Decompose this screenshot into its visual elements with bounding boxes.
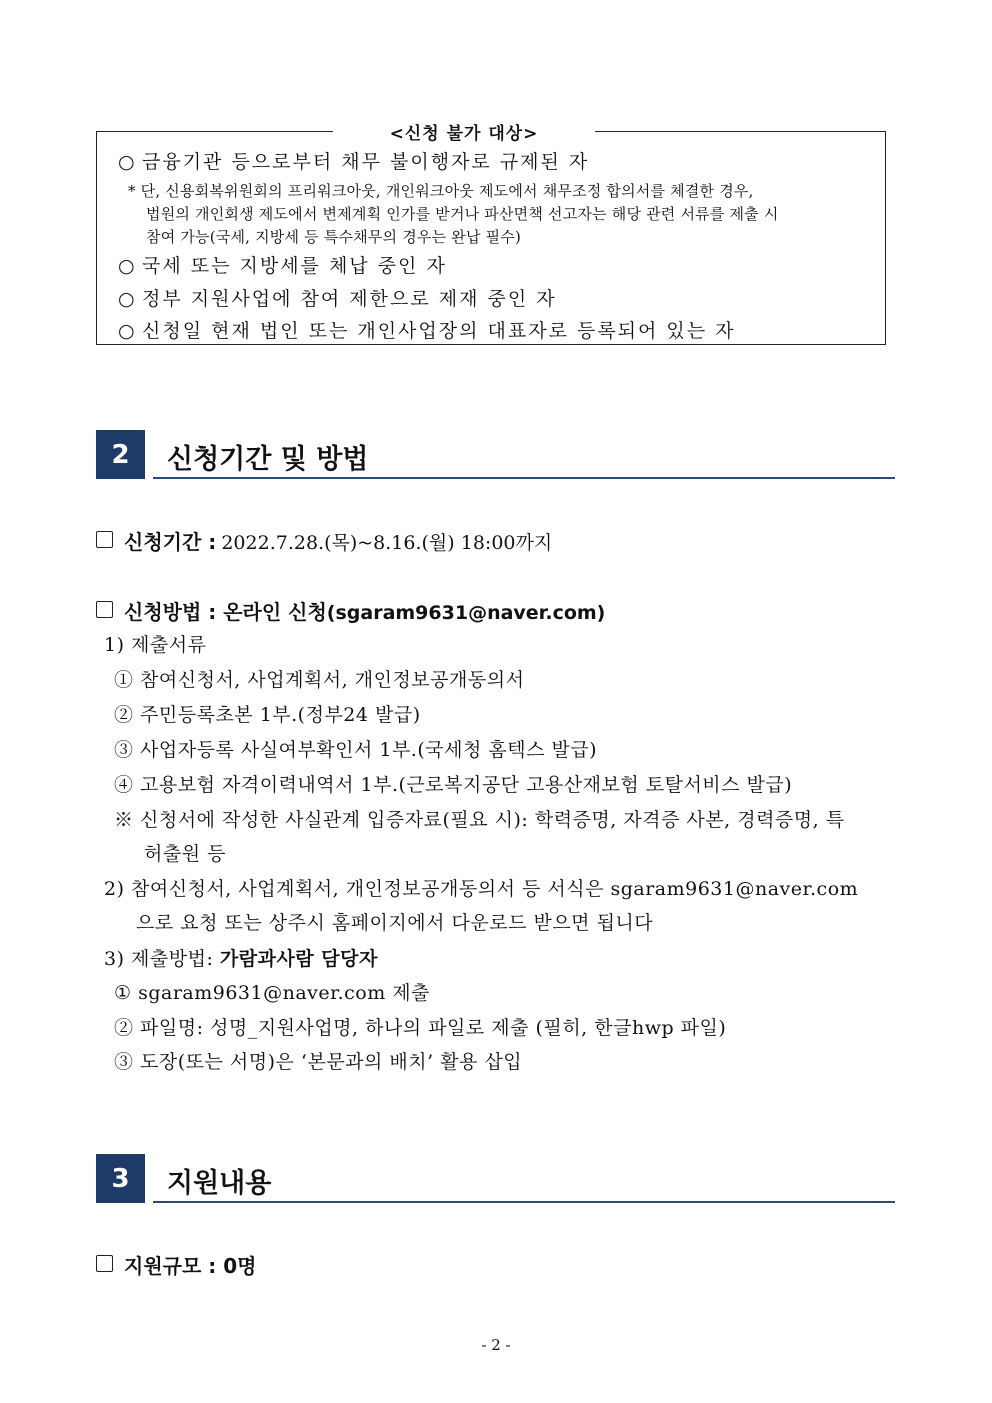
restricted-item: ○ 정부 지원사업에 참여 제한으로 제재 중인 자 (118, 288, 557, 310)
submit-item: ③ 도장(또는 서명)은 ‘본문과의 배치’ 활용 삽입 (114, 1051, 523, 1073)
checkbox-icon (96, 601, 113, 618)
doc-item: ② 주민등록초본 1부.(정부24 발급) (114, 704, 421, 726)
restricted-note-line: 참여 가능(국세, 지방세 등 특수채무의 경우는 완납 필수) (146, 228, 522, 246)
method-line (124, 596, 605, 625)
scale-line: 지원규모 : 0명 (124, 1254, 257, 1278)
bullet-icon: ○ (118, 255, 137, 277)
submit-item: ① sgaram9631@naver.com 제출 (114, 982, 431, 1004)
section-number: 2 (96, 430, 145, 479)
period-value: 2022.7.28.(목)~8.16.(월) 18:00까지 (221, 532, 553, 554)
period-line (124, 526, 552, 555)
forms-line: 으로 요청 또는 상주시 홈페이지에서 다운로드 받으면 됩니다 (136, 912, 654, 934)
section-title: 신청기간 및 방법 (167, 444, 369, 475)
submit-heading: 3) 제출방법: 가람과사람 담당자 (104, 948, 378, 970)
docs-note: 허출원 등 (144, 843, 226, 865)
submit-item: ② 파일명: 성명_지원사업명, 하나의 파일로 제출 (필히, 한글hwp 파일) (114, 1017, 727, 1039)
period-label: 신청기간 : (124, 530, 217, 554)
restricted-item: ○ 금융기관 등으로부터 채무 불이행자로 규제된 자 (118, 151, 590, 173)
section-number: 3 (96, 1154, 145, 1203)
doc-item: ④ 고용보험 자격이력내역서 1부.(근로복지공단 고용산재보험 토탈서비스 발급) (114, 774, 793, 796)
docs-note: ※ 신청서에 작성한 사실관계 입증자료(필요 시): 학력증명, 자격증 사본, 경력증명, 특 (114, 809, 845, 831)
restricted-note-line: 법원의 개인회생 제도에서 변제계획 인가를 받거나 파산면책 선고자는 해당 관련 서류를 제출 시 (146, 205, 779, 223)
method-value: (sgaram9631@naver.com) (326, 602, 606, 624)
bullet-icon: ○ (118, 288, 137, 310)
bullet-icon: ○ (118, 151, 137, 173)
doc-item: ③ 사업자등록 사실여부확인서 1부.(국세청 홈텍스 발급) (114, 739, 598, 761)
page-number: - 2 - (481, 1336, 511, 1354)
section-title: 지원내용 (167, 1168, 272, 1199)
checkbox-icon (96, 1255, 113, 1272)
checkbox-icon (96, 531, 113, 548)
section-rule (153, 477, 895, 479)
section-rule (153, 1201, 895, 1203)
method-label: 신청방법 : 온라인 신청 (124, 600, 327, 624)
docs-heading: 1) 제출서류 (104, 634, 207, 656)
bullet-icon: ○ (118, 320, 137, 342)
forms-line: 2) 참여신청서, 사업계획서, 개인정보공개동의서 등 서식은 sgaram9631@naver.com (104, 878, 859, 900)
doc-item: ① 참여신청서, 사업계획서, 개인정보공개동의서 (114, 669, 525, 691)
restricted-item: ○ 국세 또는 지방세를 체납 중인 자 (118, 255, 447, 277)
restricted-note-line: * 단, 신용회복위원회의 프리워크아웃, 개인워크아웃 제도에서 채무조정 합의서를 체결한 경우, (128, 182, 754, 200)
restricted-box-title: <신청 불가 대상> (333, 119, 595, 144)
restricted-item: ○ 신청일 현재 법인 또는 개인사업장의 대표자로 등록되어 있는 자 (118, 320, 736, 342)
